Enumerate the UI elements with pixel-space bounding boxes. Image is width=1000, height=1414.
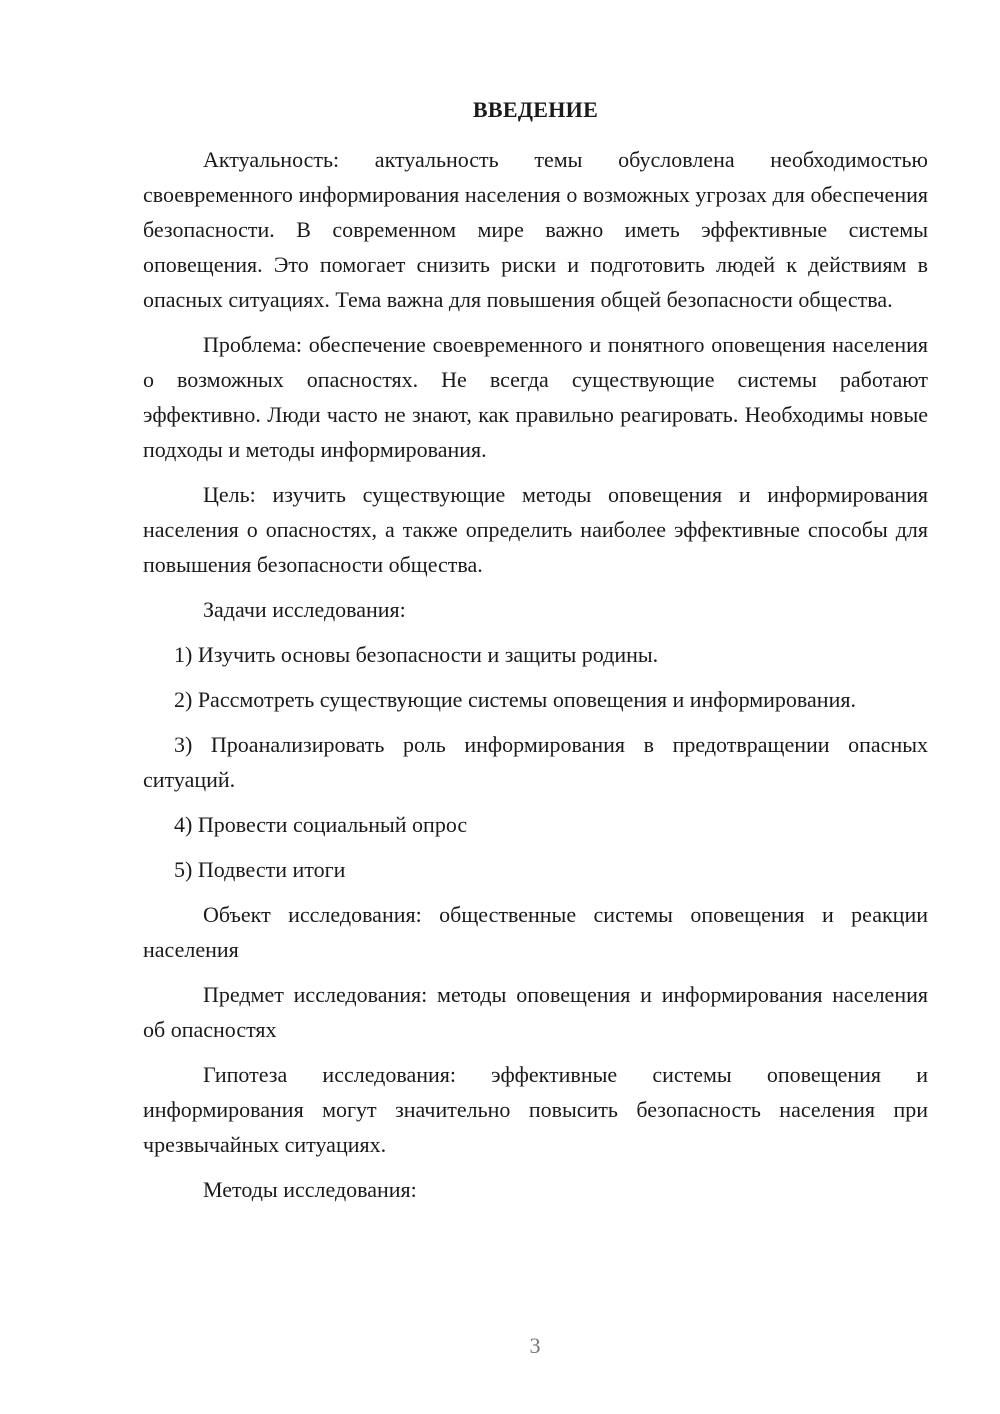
page-number: 3 — [529, 1333, 541, 1358]
task-item-4: 4) Провести социальный опрос — [174, 812, 468, 837]
paragraph-methods: Методы исследования: — [203, 1177, 417, 1202]
paragraph-goal: Цель: изучить существующие методы оповещения и информирования населения о опасностях, а также определить наиболее эффективные способы для повышения безопасности общества. — [143, 482, 928, 577]
paragraph-hypothesis: Гипотеза исследования: эффективные системы оповещения и информирования могут значительно повысить безопасность населения при чрезвычайных ситуациях. — [143, 1062, 928, 1157]
task-item-1: 1) Изучить основы безопасности и защиты родины. — [174, 642, 659, 667]
paragraph-problem: Проблема: обеспечение своевременного и понятного оповещения населения о возможных опасностях. Не всегда существующие системы работают эффективно. Люди часто не знают, как правильно реагировать. Необходимы новые подходы и методы информирования. — [143, 332, 928, 462]
task-item-2: 2) Рассмотреть существующие системы оповещения и информирования. — [174, 687, 856, 712]
paragraph-relevance: Актуальность: актуальность темы обусловлена необходимостью своевременного информирования населения о возможных угрозах для обеспечения безопасности. В современном мире важно иметь эффективные системы оповещения. Это помогает снизить риски и подготовить людей к действиям в опасных ситуациях. Тема важна для повышения общей безопасности общества. — [143, 147, 928, 312]
task-item-5: 5) Подвести итоги — [174, 857, 346, 882]
document-page — [143, 92, 928, 1217]
paragraph-subject: Предмет исследования: методы оповещения и информирования населения об опасностях — [143, 982, 928, 1042]
paragraph-object: Объект исследования: общественные системы оповещения и реакции населения — [143, 902, 928, 962]
section-title: ВВЕДЕНИЕ — [472, 97, 599, 122]
paragraph-tasks-heading: Задачи исследования: — [203, 597, 406, 622]
task-item-3: 3) Проанализировать роль информирования в предотвращении опасных ситуаций. — [143, 732, 928, 792]
